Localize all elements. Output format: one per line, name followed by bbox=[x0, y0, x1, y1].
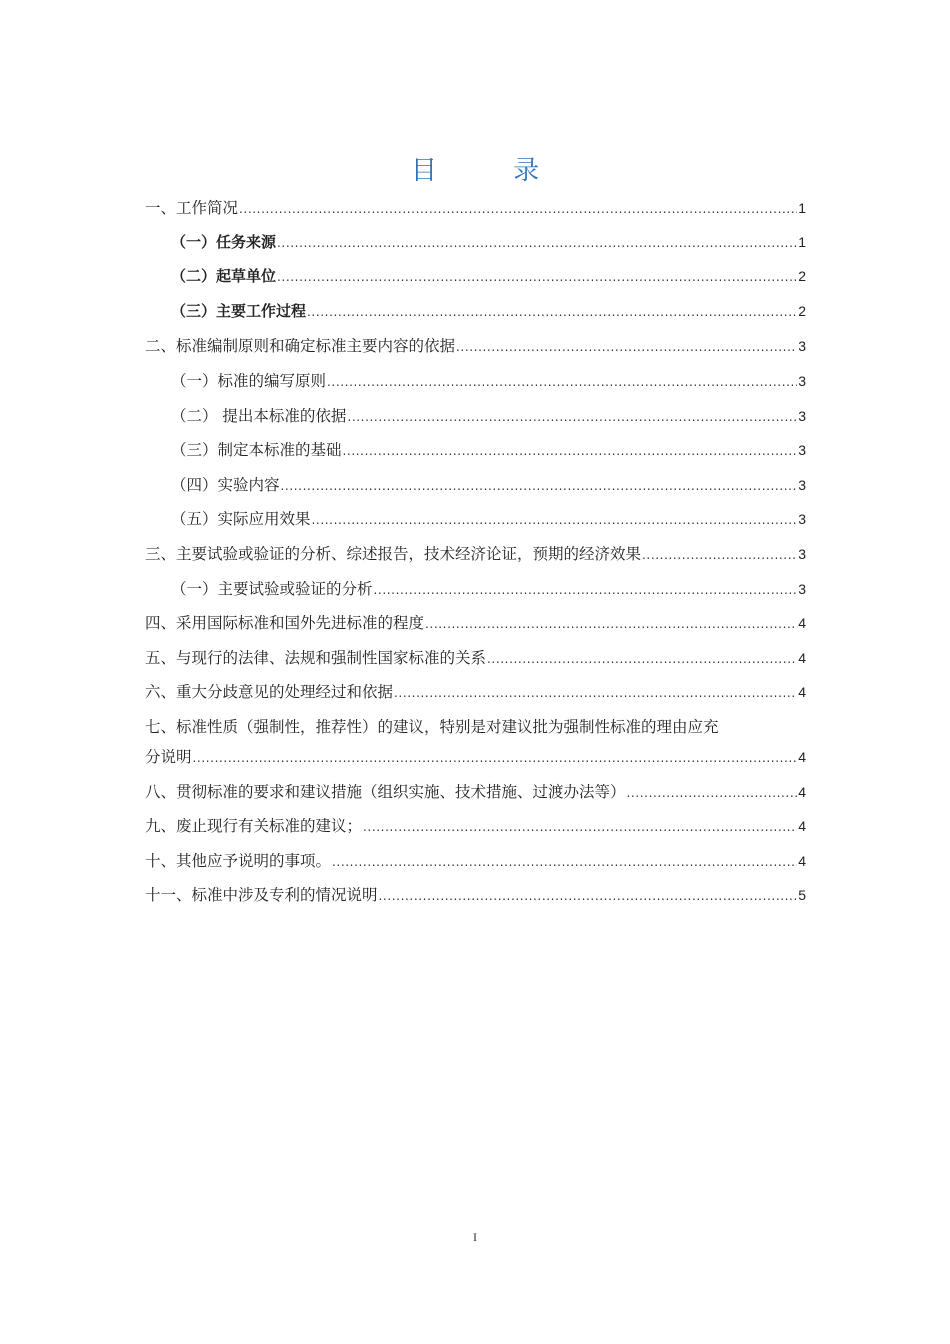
toc-entry-label: 一、工作简况 bbox=[145, 199, 239, 217]
toc-entry-label: （一）标准的编写原则 bbox=[171, 371, 327, 390]
dot-leader bbox=[312, 513, 798, 527]
toc-entry-6[interactable] bbox=[145, 680, 806, 715]
toc-entry-page: 5 bbox=[798, 887, 806, 904]
toc-entry-label-continued: 分说明 bbox=[145, 747, 192, 766]
dot-leader bbox=[394, 686, 797, 700]
toc-entry-2-5[interactable] bbox=[145, 507, 806, 542]
toc-entry-page: 3 bbox=[798, 580, 806, 597]
toc-entry-4[interactable] bbox=[145, 611, 806, 646]
dot-leader bbox=[239, 202, 797, 216]
toc-entry-label: （五）实际应用效果 bbox=[171, 510, 311, 529]
toc-entry-page: 4 bbox=[798, 684, 806, 701]
dot-leader bbox=[327, 375, 797, 389]
toc-entry-label: （二） 提出本标准的依据 bbox=[171, 406, 347, 425]
toc-entry-page: 2 bbox=[798, 268, 806, 285]
toc-title: 目 录 bbox=[410, 156, 574, 186]
dot-leader bbox=[379, 889, 798, 903]
dot-leader bbox=[277, 270, 797, 284]
toc-entry-label: 三、主要试验或验证的分析、综述报告，技术经济论证，预期的经济效果 bbox=[145, 544, 642, 563]
toc-entry-page: 4 bbox=[798, 649, 806, 666]
dot-leader bbox=[642, 548, 797, 562]
dot-leader bbox=[363, 820, 797, 834]
toc-entry-label: （一）任务来源 bbox=[171, 232, 277, 251]
toc-entry-page: 4 bbox=[798, 818, 806, 835]
toc-entry-label: 五、与现行的法律、法规和强制性国家标准的关系 bbox=[145, 648, 487, 667]
toc-entry-page: 3 bbox=[798, 442, 806, 459]
toc-entry-11[interactable] bbox=[145, 883, 806, 918]
toc-entry-label: 二、标准编制原则和确定标准主要内容的依据 bbox=[145, 337, 456, 356]
toc-entry-2-3[interactable] bbox=[145, 438, 806, 473]
toc-entry-page: 4 bbox=[798, 748, 806, 765]
toc-entry-2-1[interactable] bbox=[145, 369, 806, 404]
dot-leader bbox=[347, 410, 797, 424]
toc-entry-page: 3 bbox=[798, 407, 806, 424]
toc-entry-page: 3 bbox=[798, 476, 806, 493]
toc-entry-page: 1 bbox=[798, 200, 806, 216]
toc-entry-page: 3 bbox=[798, 372, 806, 389]
toc-entry-1-3[interactable] bbox=[145, 300, 806, 335]
toc-entry-page: 2 bbox=[798, 302, 806, 319]
dot-leader bbox=[307, 305, 797, 319]
toc-entry-3[interactable] bbox=[145, 542, 806, 577]
toc-entry-page: 4 bbox=[798, 783, 806, 800]
toc-entry-8[interactable] bbox=[145, 780, 806, 815]
toc-entry-label: 九、废止现行有关标准的建议； bbox=[145, 817, 363, 836]
toc-entry-label: （四）实验内容 bbox=[171, 475, 280, 494]
toc-entry-label: （三）主要工作过程 bbox=[171, 301, 307, 320]
dot-leader bbox=[456, 340, 797, 354]
dot-leader bbox=[343, 444, 798, 458]
toc-entry-page: 3 bbox=[798, 511, 806, 528]
dot-leader bbox=[332, 855, 797, 869]
toc-entry-page: 4 bbox=[798, 852, 806, 869]
toc-entry-2[interactable] bbox=[145, 334, 806, 369]
toc-entry-label: 四、采用国际标准和国外先进标准的程度 bbox=[145, 614, 425, 633]
toc-entry-page: 1 bbox=[798, 233, 806, 250]
toc-entry-1[interactable] bbox=[145, 196, 806, 231]
dot-leader bbox=[193, 751, 798, 765]
dot-leader bbox=[277, 236, 797, 250]
toc-entry-9[interactable] bbox=[145, 814, 806, 849]
toc-entry-1-2[interactable] bbox=[145, 265, 806, 300]
toc-entry-10[interactable] bbox=[145, 849, 806, 884]
toc-entry-label: 十一、标准中涉及专利的情况说明 bbox=[145, 886, 378, 905]
dot-leader bbox=[281, 479, 798, 493]
dot-leader bbox=[487, 652, 797, 666]
toc-entry-1-1[interactable] bbox=[145, 231, 806, 266]
toc-entry-label: 十、其他应予说明的事项。 bbox=[145, 851, 332, 870]
toc-entry-7[interactable] bbox=[145, 715, 806, 780]
toc-entry-label: （二）起草单位 bbox=[171, 267, 277, 286]
dot-leader bbox=[425, 617, 797, 631]
toc-entry-label: （一）主要试验或验证的分析 bbox=[171, 579, 373, 598]
toc-list bbox=[145, 196, 806, 918]
toc-entry-label: 六、重大分歧意见的处理经过和依据 bbox=[145, 683, 394, 702]
toc-entry-5[interactable] bbox=[145, 646, 806, 681]
toc-entry-2-4[interactable] bbox=[145, 473, 806, 508]
toc-entry-label: （三）制定本标准的基础 bbox=[171, 441, 342, 460]
toc-entry-label: 七、标准性质（强制性，推荐性）的建议，特别是对建议批为强制性标准的理由应充 bbox=[145, 717, 719, 736]
toc-entry-page: 3 bbox=[798, 545, 806, 562]
toc-entry-page: 4 bbox=[798, 615, 806, 632]
dot-leader bbox=[627, 786, 798, 800]
toc-entry-page: 3 bbox=[798, 338, 806, 355]
dot-leader bbox=[374, 583, 798, 597]
toc-entry-2-2[interactable] bbox=[145, 404, 806, 439]
toc-entry-3-1[interactable] bbox=[145, 577, 806, 612]
toc-entry-label: 八、贯彻标准的要求和建议措施（组织实施、技术措施、过渡办法等） bbox=[145, 782, 626, 801]
page-number: I bbox=[473, 1230, 477, 1244]
